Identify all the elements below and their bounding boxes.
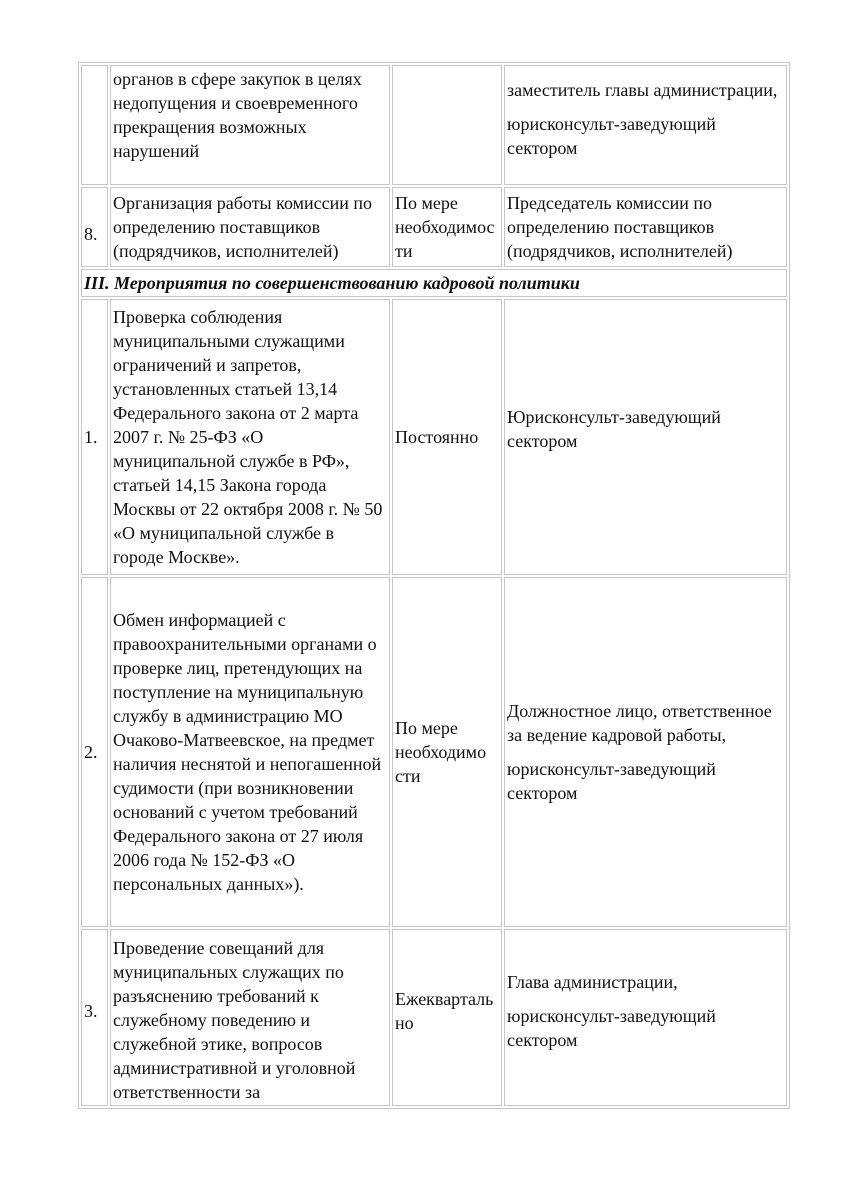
responsible-cell [504,577,787,927]
responsible-cell [504,187,787,267]
table-row [81,65,787,185]
action-cell: Проверка соблюдения муниципальными служащими ограничений и запретов, установленных статьей 13,14 Федерального закона от 2 марта 2007 г. № 25-ФЗ «О муниципальной службе в РФ», статьей 14,15 Закона города Москвы от 22 октября 2008 г. № 50 «О муниципальной службе в городе Москве». [110,299,390,575]
measures-table [78,62,790,1109]
table-row [81,929,787,1106]
row-number: 8. [81,187,108,267]
action-cell: Организация работы комиссии по определению поставщиков (подрядчиков, исполнителей) [110,187,390,267]
row-number [81,65,108,185]
responsible-line: юрисконсульт-заведующий сектором [507,759,716,803]
responsible-line: Юрисконсульт-заведующий сектором [507,406,721,451]
table-row [81,299,787,575]
term-cell [392,65,502,185]
responsible-line: Председатель комиссии по определению поставщиков (подрядчиков, исполнителей) [507,193,733,261]
table-row [81,577,787,927]
table-row [81,187,787,267]
action-cell: органов в сфере закупок в целях недопущения и своевременного прекращения возможных нарушений [110,65,390,185]
responsible-line: заместитель главы администрации, [507,80,778,100]
term-cell: Ежекварталь но [392,929,502,1106]
term-cell: По мере необходимо сти [392,577,502,927]
section-row [81,269,787,297]
row-number: 3. [81,929,108,1106]
action-cell: Проведение совещаний для муниципальных служащих по разъяснению требований к служебному поведению и служебной этике, вопросов административной и уголовной ответственности за [110,929,390,1106]
responsible-cell [504,299,787,575]
responsible-line: юрисконсульт-заведующий сектором [507,1006,716,1050]
term-cell: По мере необходимос ти [392,187,502,267]
row-number: 2. [81,577,108,927]
responsible-cell [504,929,787,1106]
responsible-cell [504,65,787,185]
responsible-line: Глава администрации, [507,972,678,992]
responsible-line: Должностное лицо, ответственное за ведение кадровой работы, [507,701,772,745]
term-cell: Постоянно [392,299,502,575]
row-number: 1. [81,299,108,575]
responsible-line: юрисконсульт-заведующий сектором [507,114,716,158]
action-cell: Обмен информацией с правоохранительными органами о проверке лиц, претендующих на поступление на муниципальную службу в администрацию МО Очаково-Матвеевское, на предмет наличия неснятой и непогашенной судимости (при возникновении оснований с учетом требований Федерального закона от 27 июля 2006 года № 152-ФЗ «О персональных данных»). [110,577,390,927]
section-title: III. Мероприятия по совершенствованию кадровой политики [81,269,787,297]
